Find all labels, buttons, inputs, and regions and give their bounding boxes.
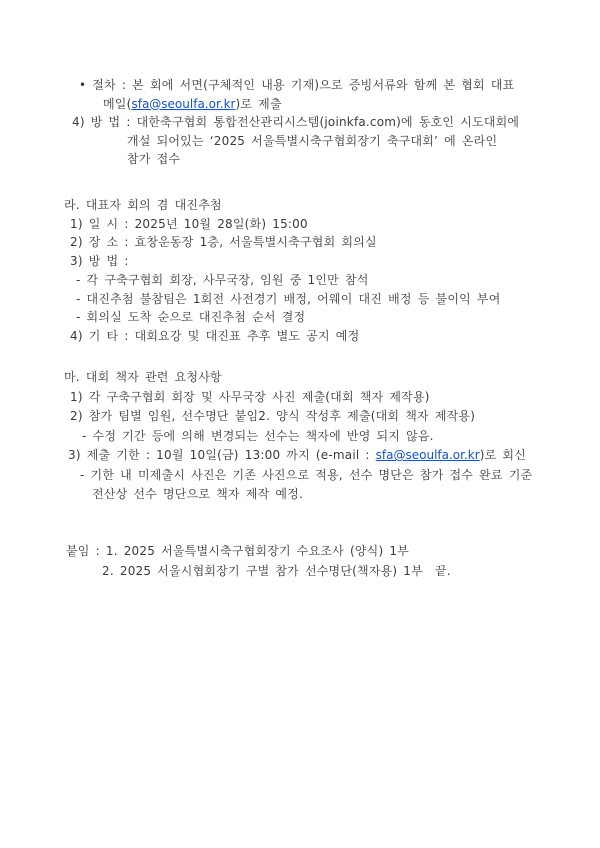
doc-line-roster-submit: 2) 참가 팀별 임원, 선수명단 붙임2. 양식 작성후 제출(대회 책자 제작용)	[70, 409, 476, 423]
doc-line-method-cont2: 참가 접수	[127, 152, 181, 167]
doc-line-absence-penalty: - 대진추첨 불참팀은 1회전 사전경기 배정, 어웨이 대진 배정 등 불이익 부여	[76, 291, 501, 306]
email-link[interactable]: sfa@seoulfa.or.kr	[375, 448, 480, 462]
line-text: 메일(	[103, 96, 132, 111]
doc-line-deadline	[68, 446, 600, 466]
doc-line-attachment-2: 2. 2025 서울시협회장기 구별 참가 선수명단(책자용) 1부 끝.	[102, 564, 451, 578]
email-link[interactable]: sfa@seoulfa.or.kr	[131, 96, 236, 111]
section-representative-meeting	[0, 196, 600, 346]
doc-line-mail-submit	[103, 95, 600, 114]
doc-line-place: 2) 장 소 : 효창운동장 1층, 서울특별시축구협회 회의실	[70, 235, 377, 250]
line-text: )로 제출	[235, 96, 282, 111]
doc-line-method-cont: 개설 되어있는 ‘2025 서울특별시축구협회장기 축구대회’ 에 온라인	[127, 133, 498, 148]
doc-line-draw-order: - 회의실 도착 순으로 대진추첨 순서 결정	[76, 310, 306, 325]
doc-line-late-note-cont: 전산상 선수 명단으로 책자 제작 예정.	[92, 487, 303, 501]
doc-line-late-note: - 기한 내 미제출시 사진은 기존 사진으로 적용, 선수 명단은 참가 접수 완료 기준	[80, 467, 533, 482]
doc-line-method: 4) 방 법 : 대한축구협회 통합전산관리시스템(joinkfa.com)에 동호인 시도대회에	[72, 115, 520, 130]
doc-line-etc-notice: 4) 기 타 : 대회요강 및 대진표 추후 별도 공지 예정	[70, 328, 360, 343]
doc-line-attendee-rule: - 각 구축구협회 회장, 사무국장, 임원 중 1인만 참석	[76, 272, 369, 287]
section-procedure-and-method	[0, 76, 600, 169]
doc-line-roster-note: - 수정 기간 등에 의해 변경되는 선수는 책자에 반영 되지 않음.	[82, 428, 434, 443]
doc-line-attachment-1: 붙임 : 1. 2025 서울특별시축구협회장기 수요조사 (양식) 1부	[66, 544, 409, 558]
doc-line-procedure-bullet: • 절차 : 본 회에 서면(구체적인 내용 기재)으로 증빙서류와 함께 본 협회 대표	[79, 78, 515, 92]
section-booklet-requests	[0, 368, 600, 505]
doc-line-method-label: 3) 방 법 :	[70, 254, 129, 269]
section-heading-ma: 마. 대회 책자 관련 요청사항	[64, 370, 222, 384]
section-attachments	[0, 541, 600, 581]
doc-line-photo-submit: 1) 각 구축구협회 회장 및 사무국장 사진 제출(대회 책자 제작용)	[70, 389, 430, 404]
line-text: )로 회신	[479, 448, 526, 462]
line-text: 3) 제출 기한 : 10월 10일(금) 13:00 까지 (e-mail :	[68, 448, 376, 462]
section-heading-ra: 라. 대표자 회의 겸 대진추첨	[64, 198, 222, 212]
doc-line-datetime: 1) 일 시 : 2025년 10월 28일(화) 15:00	[70, 216, 308, 231]
